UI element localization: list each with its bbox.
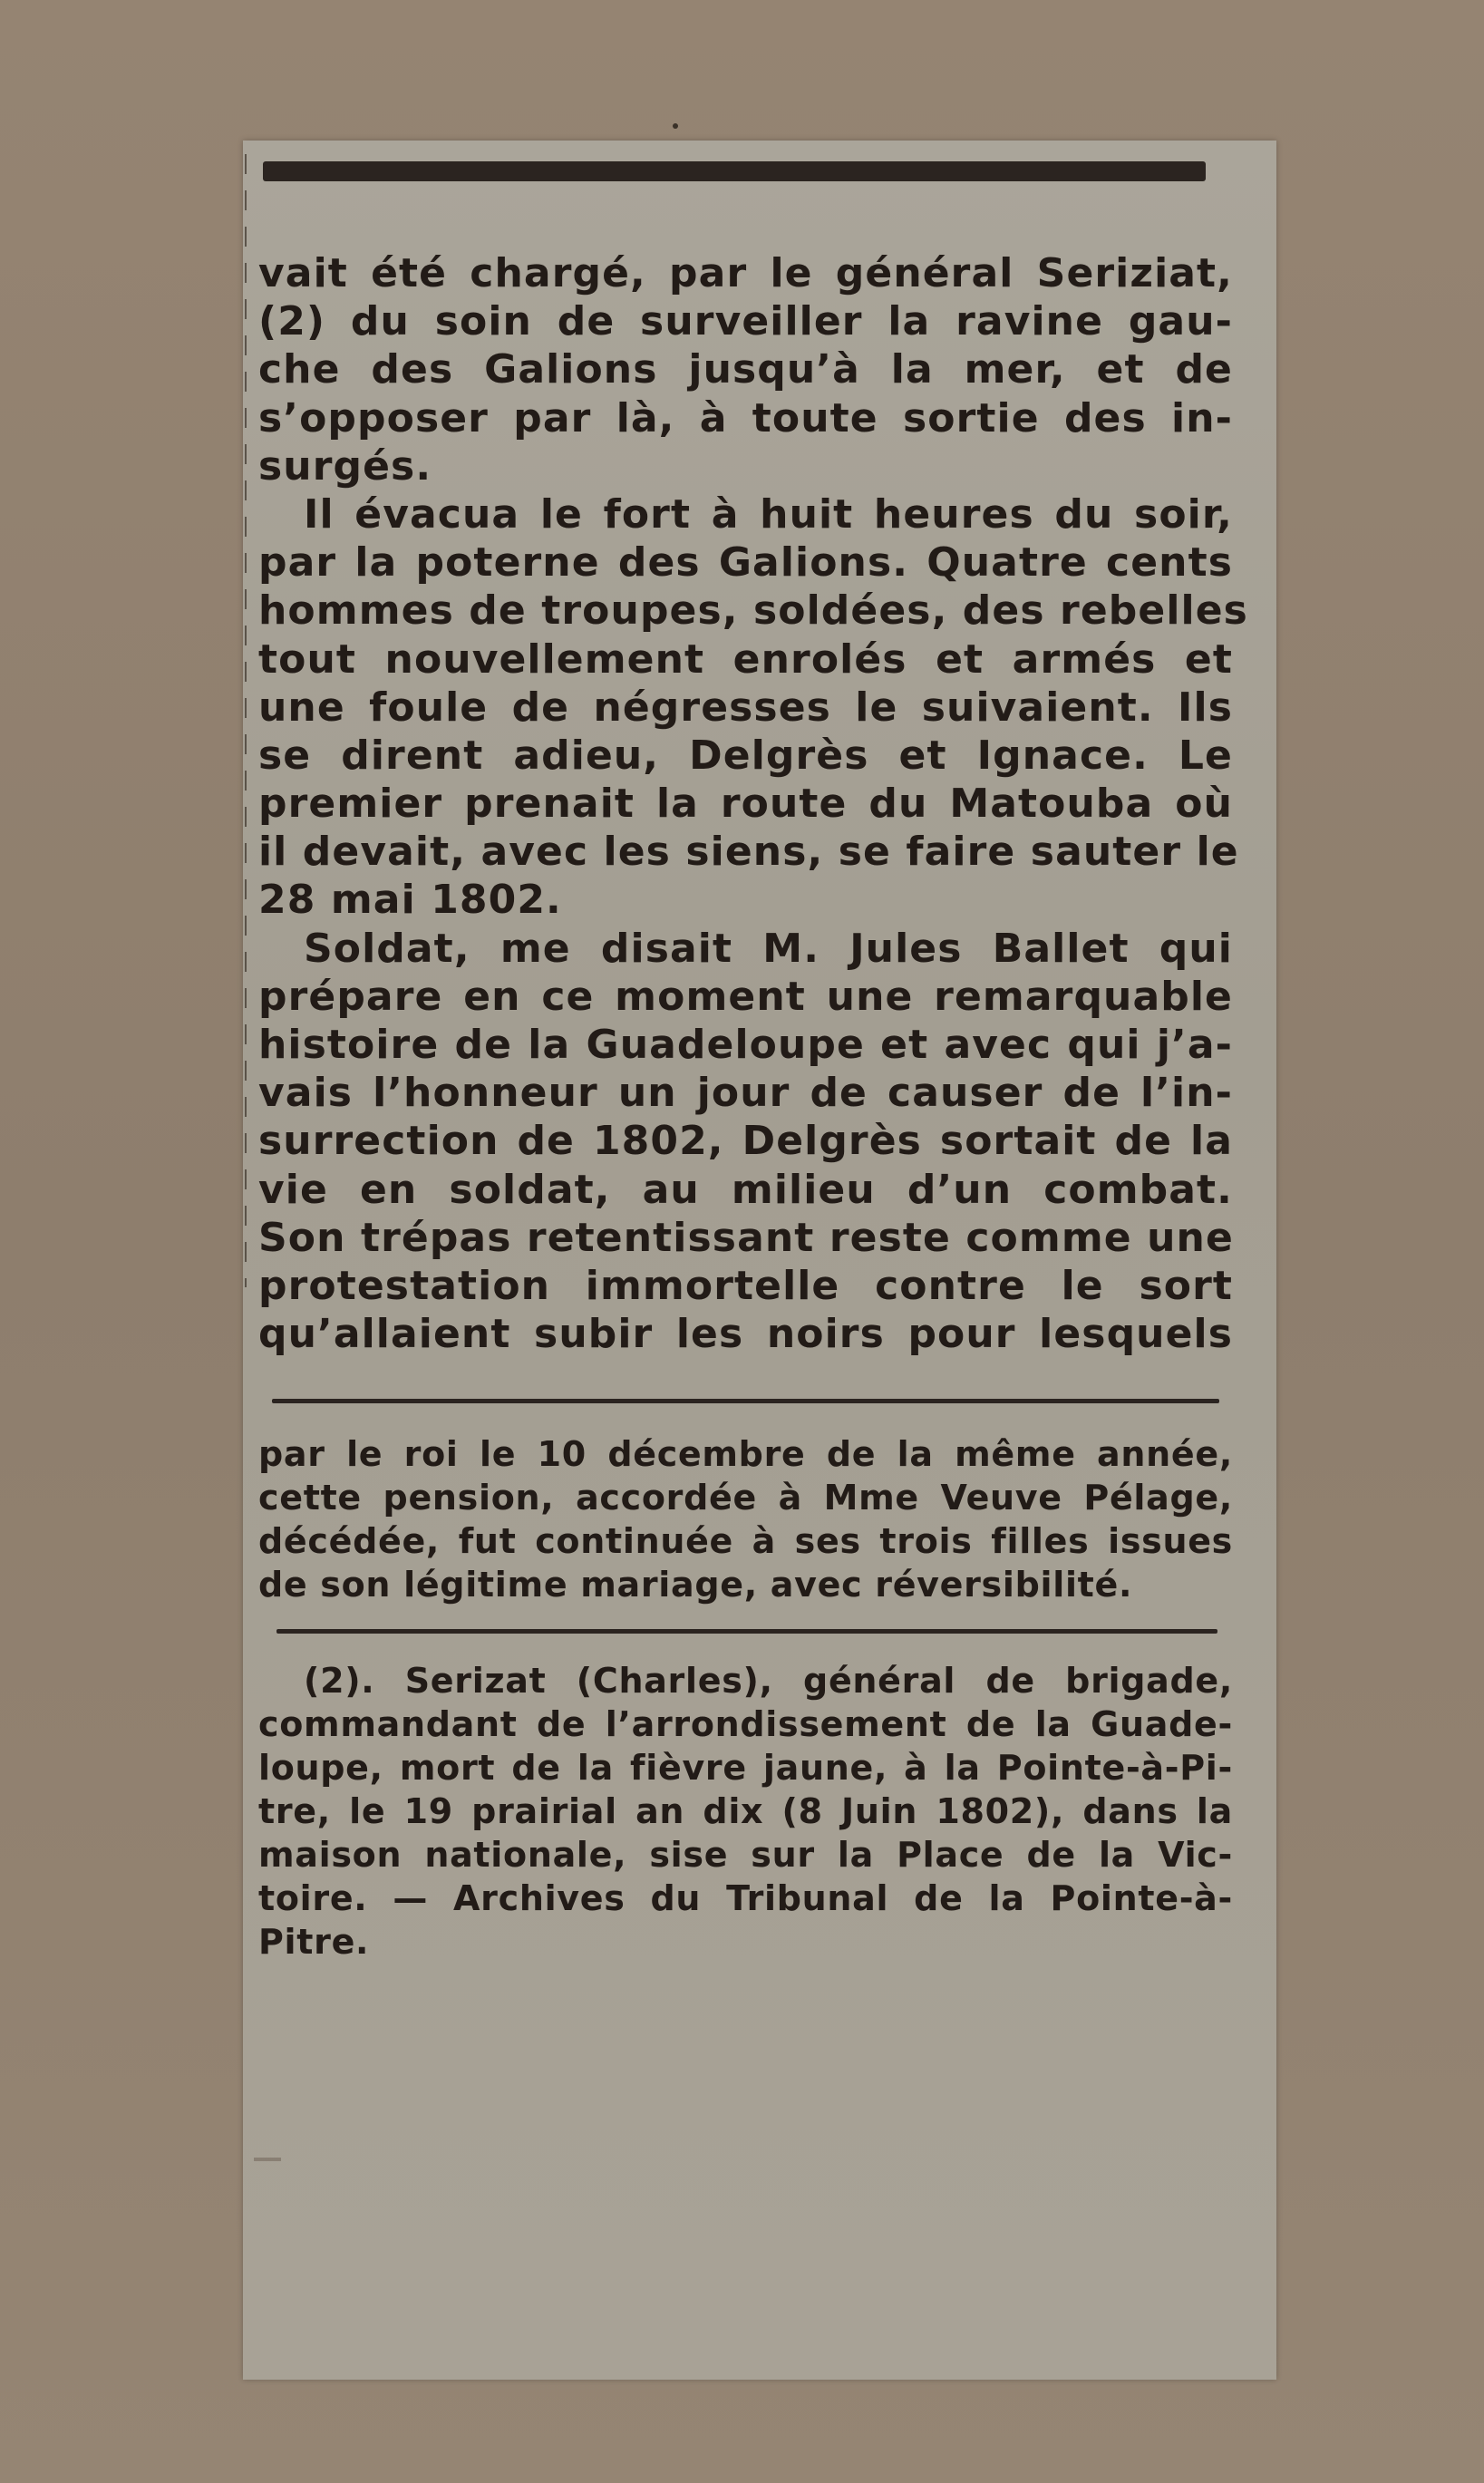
note-line: décédée, fut continuée à ses trois filles issues	[258, 1521, 1233, 1561]
article-line: premier prenait la route du Matouba où	[258, 781, 1233, 828]
article-body	[258, 249, 1248, 1358]
article-line: qu’allaient subir les noirs pour lesquels	[258, 1311, 1233, 1358]
note-line: par le roi le 10 décembre de la même année,	[258, 1434, 1233, 1474]
footnote-line: commandant de l’arrondissement de la Guade-	[258, 1704, 1233, 1744]
article-line: histoire de la Guadeloupe et avec qui j’a-	[258, 1022, 1233, 1068]
footnote-block	[258, 1659, 1233, 1964]
paper-mark	[254, 2158, 281, 2161]
article-line: protestation immortelle contre le sort	[258, 1262, 1233, 1309]
footnote-separator-rule	[276, 1629, 1217, 1634]
footnote-line: loupe, mort de la fièvre jaune, à la Pointe-à-Pi-	[258, 1748, 1233, 1788]
article-line: vie en soldat, au milieu d’un combat.	[258, 1166, 1233, 1213]
article-line: surrection de 1802, Delgrès sortait de la	[258, 1118, 1233, 1165]
article-line: il devait, avec les siens, se faire sauter le	[258, 829, 1239, 876]
article-line: 28 mai 1802.	[258, 877, 562, 924]
article-line: tout nouvellement enrolés et armés et	[258, 635, 1233, 683]
article-line: par la poterne des Galions. Quatre cents	[258, 539, 1233, 587]
footnote-line: Pitre.	[258, 1922, 370, 1962]
article-line: vais l’honneur un jour de causer de l’in-	[258, 1070, 1233, 1117]
footnote-line: toire. — Archives du Tribunal de la Pointe-à-	[258, 1878, 1233, 1918]
footnote-line: maison nationale, sise sur la Place de la Vic-	[258, 1835, 1233, 1875]
article-line: surgés.	[258, 442, 432, 490]
article-line: Soldat, me disait M. Jules Ballet qui	[304, 925, 1233, 972]
note-line: de son légitime mariage, avec réversibilité.	[258, 1565, 1133, 1605]
article-line: Son trépas retentissant reste comme une	[258, 1214, 1234, 1261]
article-line: se dirent adieu, Delgrès et Ignace. Le	[258, 732, 1233, 779]
article-line: che des Galions jusqu’à la mer, et de	[258, 346, 1233, 393]
column-edge-rule	[245, 154, 247, 1287]
article-line: une foule de négresses le suivaient. Ils	[258, 684, 1233, 731]
article-line: s’opposer par là, à toute sortie des in-	[258, 394, 1233, 441]
separator-rule	[272, 1399, 1219, 1403]
article-line: vait été chargé, par le général Seriziat,	[258, 250, 1233, 296]
footnote-line: (2). Serizat (Charles), général de brigade,	[304, 1661, 1233, 1701]
note-block	[258, 1432, 1233, 1606]
article-line: Il évacua le fort à huit heures du soir,	[304, 490, 1233, 538]
article-line: prépare en ce moment une remarquable	[258, 973, 1233, 1020]
footnote-line: tre, le 19 prairial an dix (8 Juin 1802), dans la	[258, 1791, 1233, 1831]
speck	[673, 123, 678, 129]
article-line: hommes de troupes, soldées, des rebelles	[258, 587, 1248, 635]
top-rule	[263, 161, 1206, 181]
note-line: cette pension, accordée à Mme Veuve Pélage,	[258, 1478, 1233, 1518]
article-line: (2) du soin de surveiller la ravine gau-	[258, 298, 1233, 345]
